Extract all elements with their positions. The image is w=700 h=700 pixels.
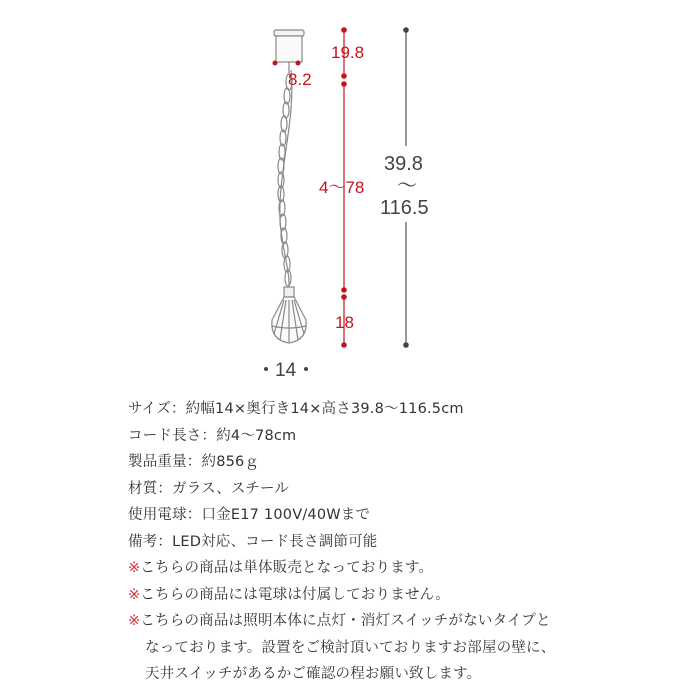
note-no-switch: ※こちらの商品は照明本体に点灯・消灯スイッチがないタイプと [128,613,551,629]
total-height-separator: ～ [397,175,417,197]
total-height-max-label: 116.5 [380,197,429,219]
canopy-height-label: 19.8 [331,43,365,62]
note-mark: ※ [128,586,141,603]
spec-bulb: 使用電球：口金E17 100V/40Wまで [128,507,371,523]
spec-material: 材質：ガラス、スチール [128,480,290,497]
cord-length-label: 4～78 [319,178,365,197]
spec-remarks: 備考：LED対応、コード長さ調節可能 [128,533,378,550]
spec-size: サイズ：約幅14×奥行き14×高さ39.8～116.5cm [128,401,464,417]
note-no-switch-line2: なっております。設置をご検討頂いておりますお部屋の壁に、 [145,639,556,656]
canopy-width-dot-right [296,61,301,66]
shade-width-dot-right [304,367,308,371]
canopy-width-dot-left [273,61,278,66]
canopy-width-label: 8.2 [288,70,312,89]
total-height-min-label: 39.8 [384,153,423,175]
shade-width-dot-left [264,367,268,371]
shade-height-label: 18 [335,313,354,332]
shade-width-label: 14 [275,360,297,381]
spec-weight: 製品重量：約856ｇ [128,454,260,470]
note-no-switch-line3: 天井スイッチがあるかご確認の程お願い致します。 [145,666,482,682]
spec-list [128,396,688,688]
note-single-sale: ※こちらの商品は単体販売となっております。 [128,560,434,576]
note-mark: ※ [128,560,141,576]
note-no-bulb: ※こちらの商品には電球は付属しておりません。 [128,586,450,603]
note-mark: ※ [128,613,141,629]
spec-cord-length: コード長さ：約4～78cm [128,427,297,444]
